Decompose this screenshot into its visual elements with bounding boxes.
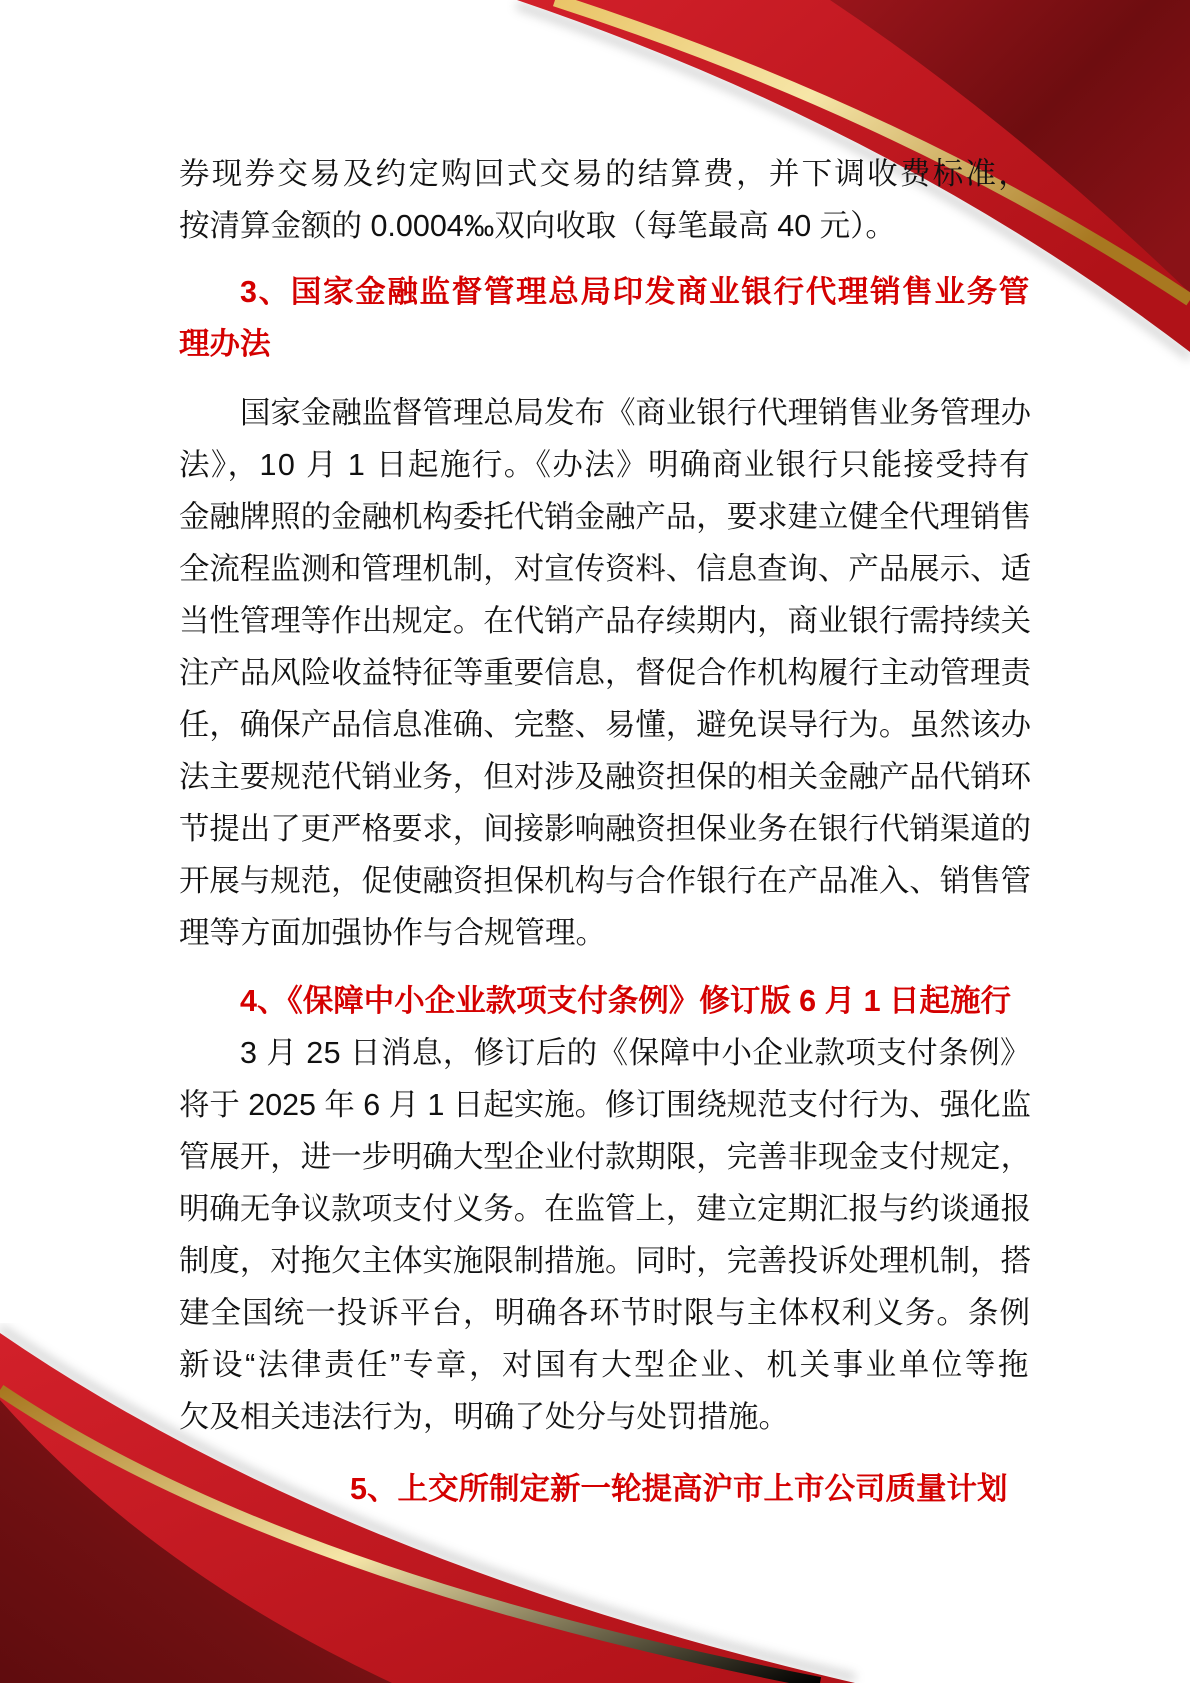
paragraph-agency-sales-measures: 国家金融监督管理总局发布《商业银行代理销售业务管理办 法》，10 月 1 日起施行。《办法》明确商业银行只能接受持有 金融牌照的金融机构委托代销金融产品，要求建立健全代理销售 全流程监测和管理机制，对宣传资料、信息查询、产品展示、适 当性管理等作出规定。在代销产品存续期内，商业银行需持续关 注产品风险收益特征等重要信息，督促合作机构履行主动管理责 任，确保产品信息准确、完整、易懂，避免误导行为。虽然该办 法主要规范代销业务，但对涉及融资担保的相关金融产品代销环 节提出了更严格要求，间接影响融资担保业务在银行代销渠道的 开展与规范，促使融资担保机构与合作银行在产品准入、销售管 理等方面加强协作与合规管理。 [179,396,1031,950]
text-column [179,148,1031,1515]
section-heading-3: 3、国家金融监督管理总局印发商业银行代理销售业务管 理办法 [179,275,1031,361]
paragraph-sme-payment-regulation: 3 月 25 日消息，修订后的《保障中小企业款项支付条例》 将于 2025 年 6 月 1 日起实施。修订围绕规范支付行为、强化监 管展开，进一步明确大型企业付款期限，完善非现金支付规定， 明确无争议款项支付义务。在监管上，建立定期汇报与约谈通报 制度，对拖欠主体实施限制措施。同时，完善投诉处理机制，搭 建全国统一投诉平台，明确各环节时限与主体权利义务。条例 新设“法律责任”专章，对国有大型企业、机关事业单位等拖 欠及相关违法行为，明确了处分与处罚措施。 [179,1036,1031,1434]
paragraph-settlement-fee: 券现券交易及约定购回式交易的结算费，并下调收费标准， 按清算金额的 0.0004‰双向收取（每笔最高 40 元）。 [179,157,1031,243]
section-heading-4: 4、《保障中小企业款项支付条例》修订版 6 月 1 日起施行 [240,984,1012,1018]
section-heading-5: 5、上交所制定新一轮提高沪市上市公司质量计划 [350,1472,1008,1506]
